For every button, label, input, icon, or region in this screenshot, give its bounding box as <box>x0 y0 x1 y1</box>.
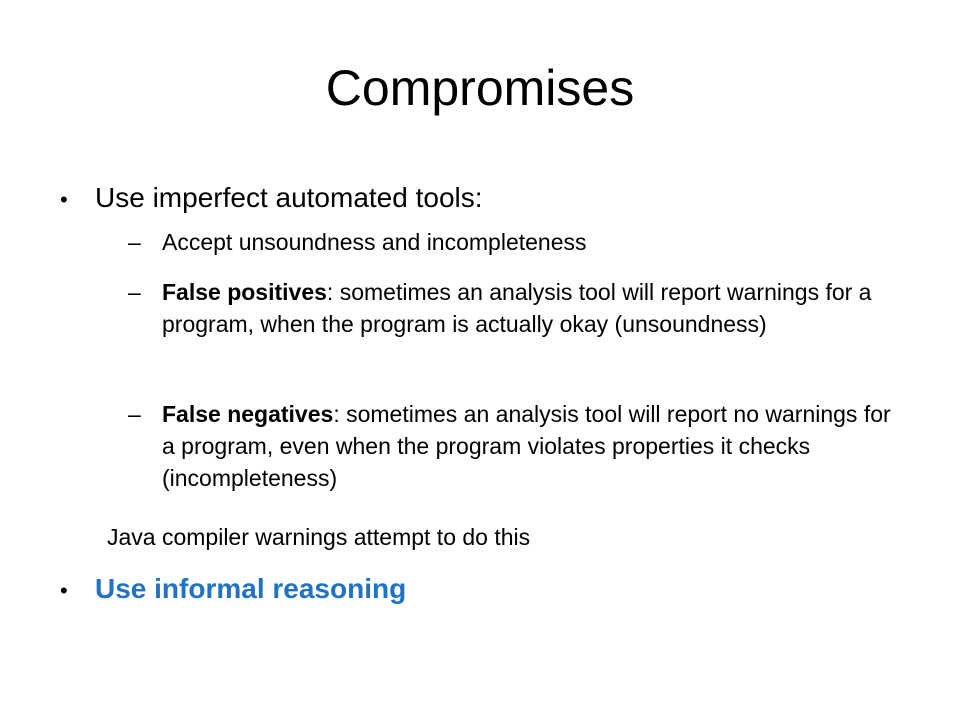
dash-icon: – <box>128 401 141 427</box>
sub-item-term: False negatives <box>162 401 334 427</box>
sub-item-body: Accept unsoundness and incompleteness <box>162 229 587 255</box>
dash-icon: – <box>128 279 141 305</box>
sub-item-body: : sometimes an analysis tool will report warnings for a program, when the program is actually okay (unsoundness) <box>162 279 872 337</box>
sub-list-item <box>128 398 908 494</box>
sub-list-item <box>128 226 908 258</box>
bullet-dot-icon: • <box>60 578 68 603</box>
bullet-dot-icon: • <box>60 187 68 212</box>
bullet-text: Use imperfect automated tools: <box>95 182 483 213</box>
sub-item-text <box>146 398 908 494</box>
bullet-item <box>60 180 920 216</box>
dash-icon: – <box>128 229 141 255</box>
sub-item-term: False positives <box>162 279 327 305</box>
bullet-text-highlight: Use informal reasoning <box>95 573 407 604</box>
sub-item-text <box>146 226 587 258</box>
sub-list-item <box>128 276 908 340</box>
note-text: Java compiler warnings attempt to do this <box>107 524 531 550</box>
sub-item-body: : sometimes an analysis tool will report no warnings for a program, even when the program violates properties it checks (incompleteness) <box>162 401 891 491</box>
sub-item-text <box>146 276 908 340</box>
slide-title: Compromises <box>325 60 635 116</box>
bullet-item <box>60 571 920 607</box>
